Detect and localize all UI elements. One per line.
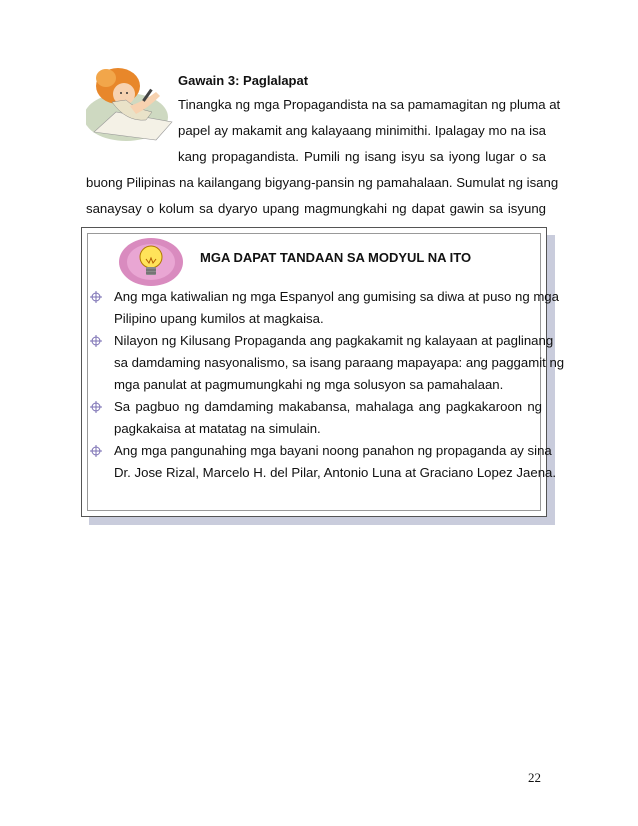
paragraph-line: papel ay makamit ang kalayaang minimithi. Ipalagay mo na isa (178, 123, 546, 138)
bullet-line: mga panulat at pagmumungkahi ng mga solusyon sa pamahalaan. (114, 377, 504, 392)
list-item (90, 286, 559, 330)
summary-box-title: MGA DAPAT TANDAAN SA MODYUL NA ITO (200, 250, 472, 265)
bullet-line: pagkakaisa at matatag na simulain. (114, 421, 321, 436)
list-item (90, 396, 542, 440)
summary-bullet-list (90, 286, 565, 484)
crosshair-circle-icon (90, 401, 102, 413)
bullet-line: Ang mga pangunahing mga bayani noong panahon ng propaganda ay sina (114, 443, 552, 458)
bullet-line: Nilayon ng Kilusang Propaganda ang pagkakamit ng kalayaan at paglinang (114, 333, 554, 348)
paragraph-line: Tinangka ng mga Propagandista na sa pamamagitan ng pluma at (178, 97, 561, 112)
lightbulb-icon (118, 237, 184, 287)
bullet-line: Dr. Jose Rizal, Marcelo H. del Pilar, Antonio Luna at Graciano Lopez Jaena. (114, 465, 557, 480)
bullet-line: sa damdaming nasyonalismo, sa isang paraang mapayapa: ang paggamit ng (114, 355, 565, 370)
list-item (90, 440, 557, 484)
crosshair-circle-icon (90, 291, 102, 303)
page-number: 22 (528, 770, 541, 785)
crosshair-circle-icon (90, 445, 102, 457)
paragraph-line: sanaysay o kolum sa dyaryo upang magmungkahi ng dapat gawin sa isyung (86, 201, 546, 216)
activity-paragraph-indented (178, 92, 561, 170)
activity-title: Gawain 3: Paglalapat (178, 73, 309, 88)
paragraph-line: buong Pilipinas na kailangang bigyang-pansin ng pamahalaan. Sumulat ng isang (86, 175, 559, 190)
bullet-line: Sa pagbuo ng damdaming makabansa, mahalaga ang pagkakaroon ng (114, 399, 542, 414)
bullet-line: Pilipino upang kumilos at magkaisa. (114, 311, 324, 326)
bullet-line: Ang mga katiwalian ng mga Espanyol ang gumising sa diwa at puso ng mga (114, 289, 559, 304)
girl-writing-clipart (86, 62, 176, 144)
paragraph-line: kang propagandista. Pumili ng isang isyu sa iyong lugar o sa (178, 149, 546, 164)
list-item (90, 330, 565, 396)
crosshair-circle-icon (90, 335, 102, 347)
